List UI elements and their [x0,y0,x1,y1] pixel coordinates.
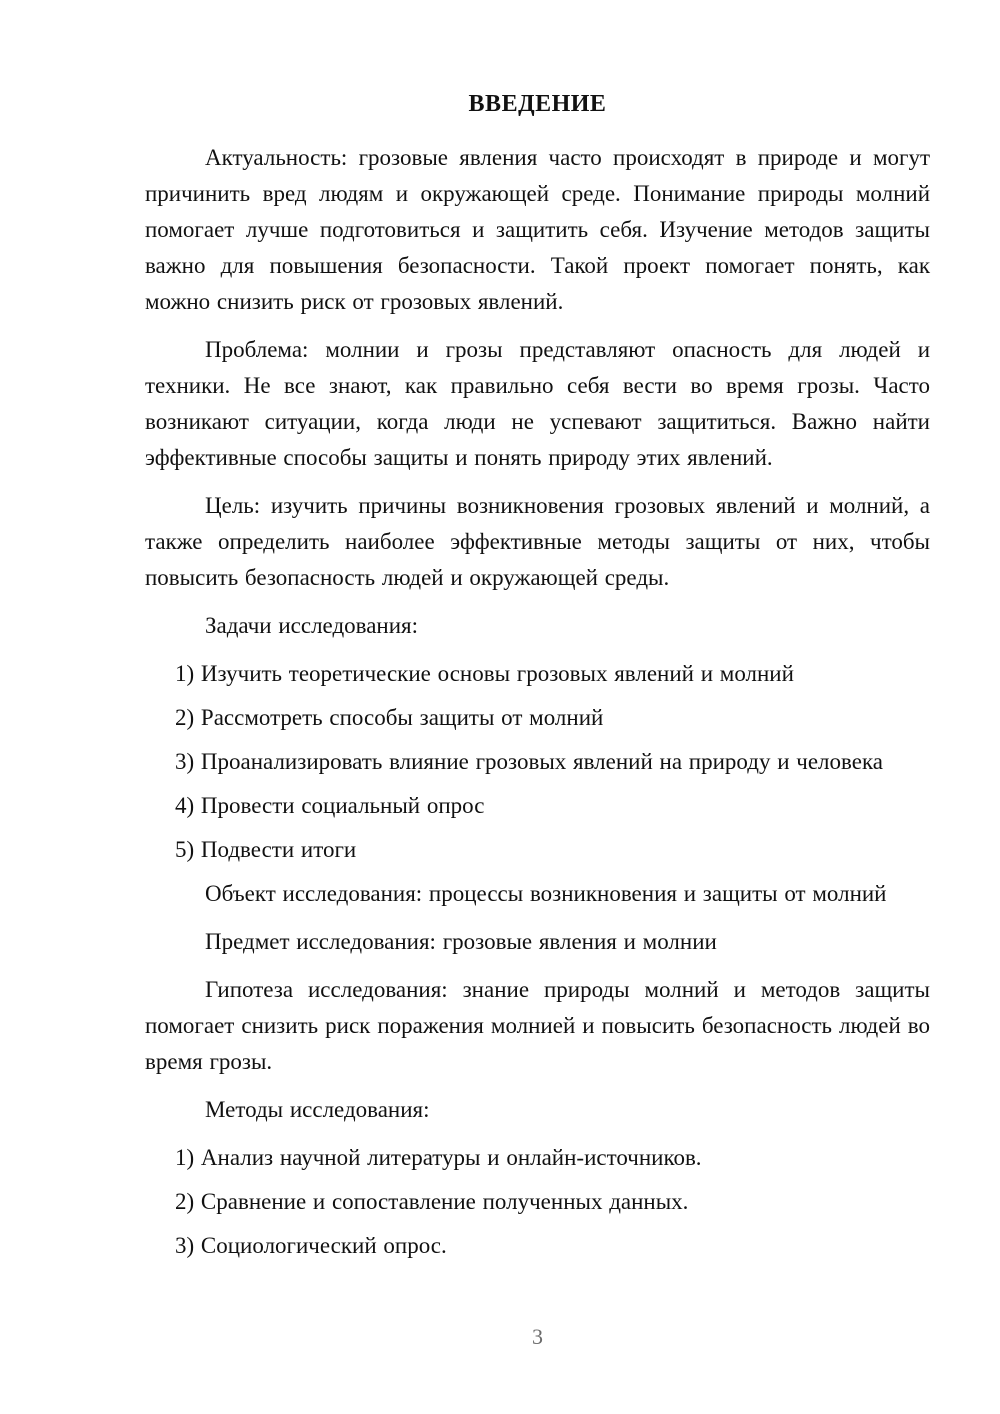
task-item-2: 2) Рассмотреть способы защиты от молний [175,705,604,730]
page-title: ВВЕДЕНИЕ [468,91,607,117]
document-content [145,86,930,1272]
paragraph-relevance: Актуальность: грозовые явления часто происходят в природе и могут причинить вред людям и окружающей среде. Понимание природы молний помогает лучше подготовиться и защитить себя. Изучение методов защиты важно для повышения безопасности. Такой проект помогает понять, как можно снизить риск от грозовых явлений. [145,145,930,314]
task-item-3: 3) Проанализировать влияние грозовых явлений на природу и человека [175,749,883,774]
method-item-2: 2) Сравнение и сопоставление полученных данных. [175,1189,689,1214]
paragraph-hypothesis: Гипотеза исследования: знание природы молний и методов защиты помогает снизить риск поражения молнией и повысить безопасность людей во время грозы. [145,977,930,1074]
methods-heading: Методы исследования: [205,1097,430,1122]
tasks-heading: Задачи исследования: [205,613,419,638]
method-item-1: 1) Анализ научной литературы и онлайн-источников. [175,1145,702,1170]
paragraph-research-subject: Предмет исследования: грозовые явления и молнии [205,929,717,954]
paragraph-goal: Цель: изучить причины возникновения грозовых явлений и молний, а также определить наиболее эффективные методы защиты от них, чтобы повысить безопасность людей и окружающей среды. [145,493,930,590]
task-item-5: 5) Подвести итоги [175,837,357,862]
paragraph-problem: Проблема: молнии и грозы представляют опасность для людей и техники. Не все знают, как правильно себя вести во время грозы. Часто возникают ситуации, когда люди не успевают защититься. Важно найти эффективные способы защиты и понять природу этих явлений. [145,337,930,470]
task-item-4: 4) Провести социальный опрос [175,793,485,818]
page-number: 3 [532,1324,543,1349]
method-item-3: 3) Социологический опрос. [175,1233,447,1258]
task-item-1: 1) Изучить теоретические основы грозовых явлений и молний [175,661,794,686]
paragraph-research-object: Объект исследования: процессы возникновения и защиты от молний [205,881,887,906]
